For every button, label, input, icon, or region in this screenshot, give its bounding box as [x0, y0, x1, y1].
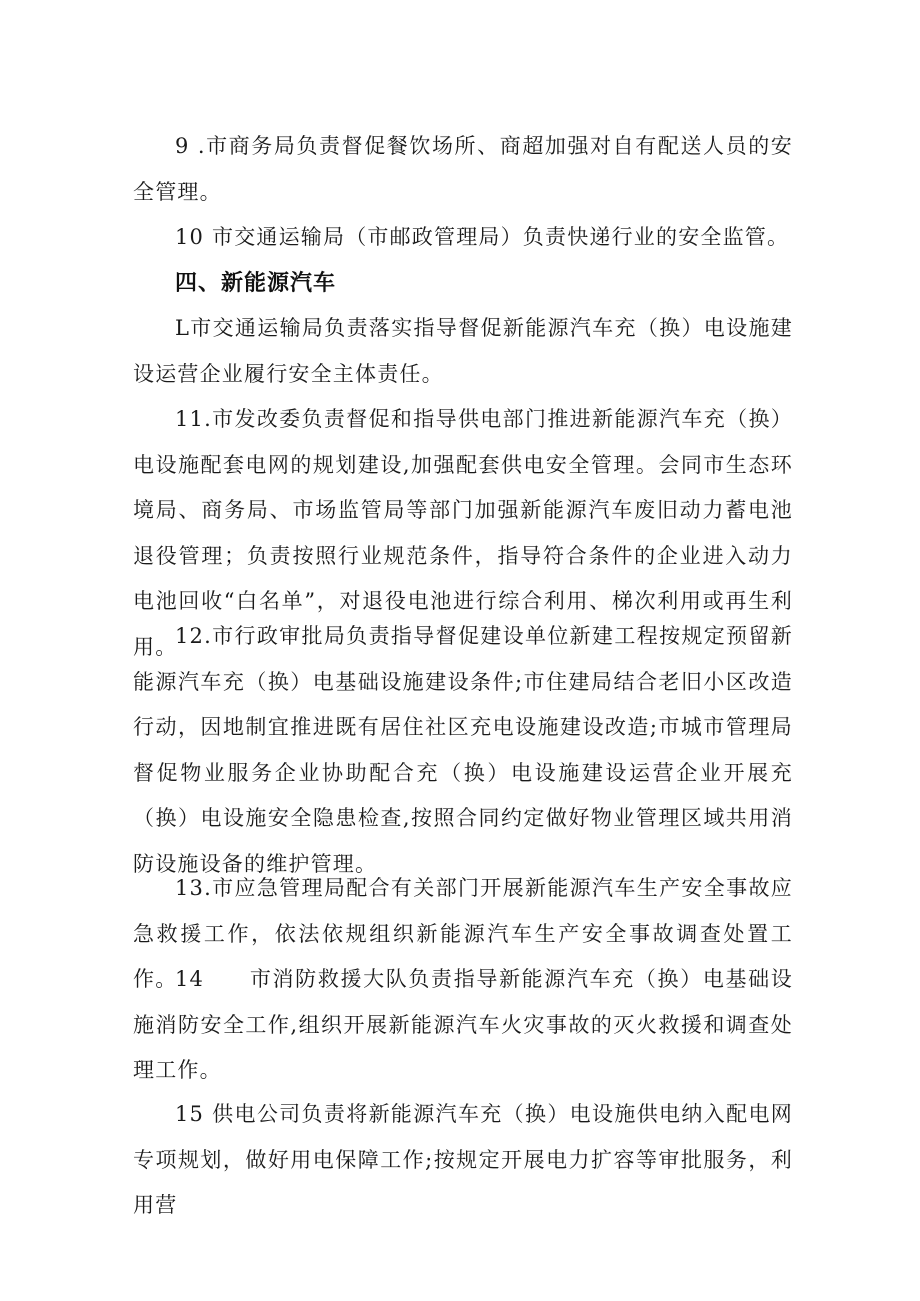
paragraph-item-15: 15 供电公司负责将新能源汽车充（换）电设施供电纳入配电网专项规划，做好用电保障工作;按规定开展电力扩容等审批服务，利用营	[133, 1102, 793, 1217]
paragraph-item-12: 12.市行政审批局负责指导督促建设单位新建工程按规定预留新能源汽车充（换）电基础设施建设条件;市住建局结合老旧小区改造行动，因地制宜推进既有居住社区充电设施建设改造;市城市管理局督促物业服务企业协助配合充（换）电设施建设运营企业开展充（换）电设施安全隐患检查,按照合同约定做好物业管理区域共用消防设施设备的维护管理。	[133, 624, 793, 876]
paragraph-item-9: 9 .市商务局负责督促餐饮场所、商超加强对自有配送人员的安全管理。	[133, 134, 793, 204]
paragraph-item-1: L市交通运输局负责落实指导督促新能源汽车充（换）电设施建设运营企业履行安全主体责任。	[133, 316, 793, 386]
paragraph-item-14: 14 市消防救援大队负责指导新能源汽车充（换）电基础设施消防安全工作,组织开展新能源汽车火灾事故的灭火救援和调查处理工作。	[133, 967, 793, 1082]
paragraph-item-10: 10 市交通运输局（市邮政管理局）负责快递行业的安全监管。	[175, 225, 790, 249]
paragraph-item-11: 11.市发改委负责督促和指导供电部门推进新能源汽车充（换）电设施配套电网的规划建设,加强配套供电安全管理。会同市生态环境局、商务局、市场监管局等部门加强新能源汽车废旧动力蓄电池退役管理；负责按照行业规范条件，指导符合条件的企业进入动力电池回收“白名单”，对退役电池进行综合利用、梯次利用或再生利用。	[133, 407, 793, 659]
section-heading: 四、新能源汽车	[175, 271, 337, 296]
paragraph-item-13: 13.市应急管理局配合有关部门开展新能源汽车生产安全事故应急救援工作，依法依规组织新能源汽车生产安全事故调查处置工作。	[133, 876, 793, 991]
